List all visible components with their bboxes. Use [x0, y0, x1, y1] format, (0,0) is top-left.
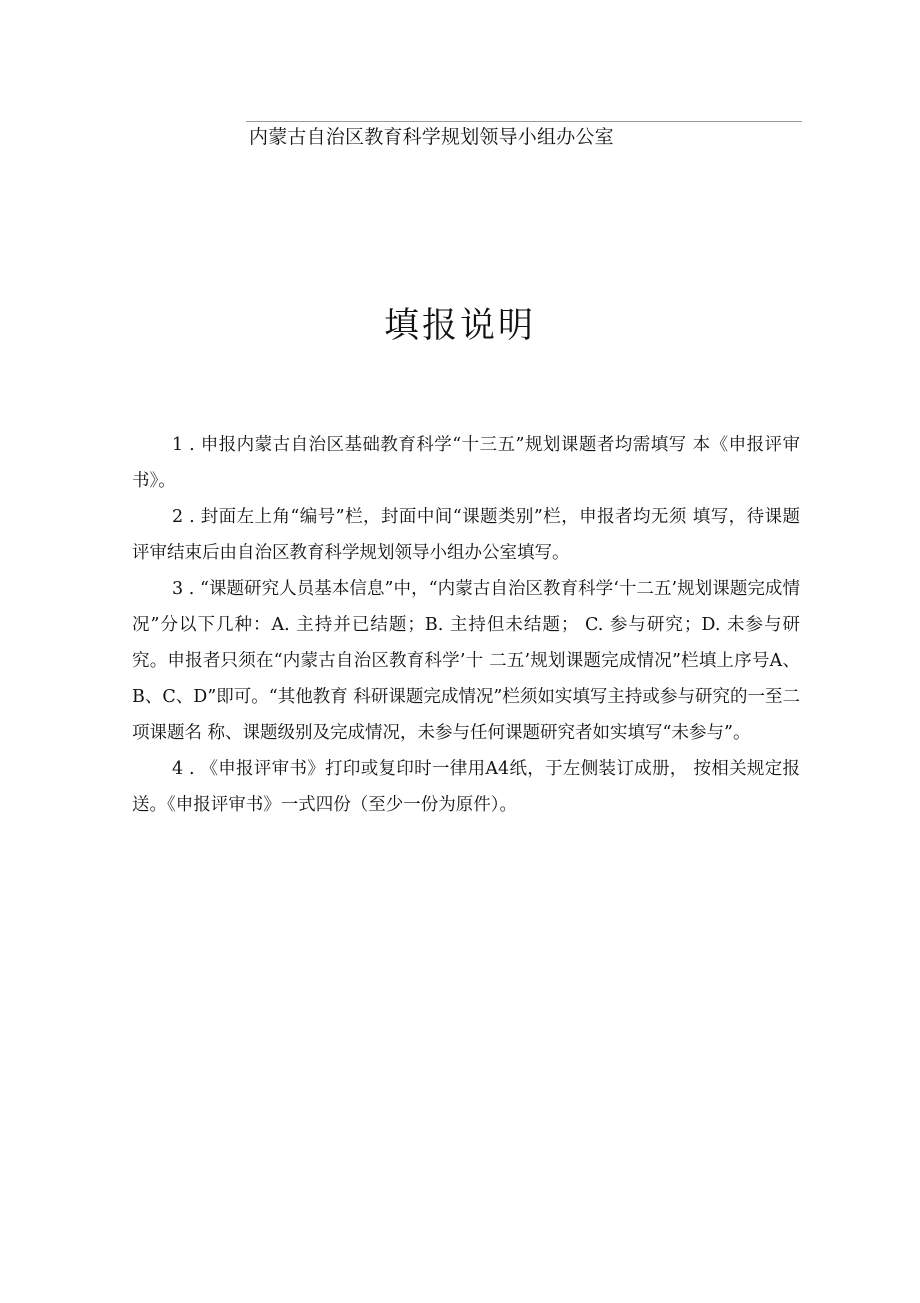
issuing-office: 内蒙古自治区教育科学规划领导小组办公室 [249, 126, 614, 148]
instruction-item-4: 4 . 《申报评审书》打印或复印时一律用A4纸，于左侧装订成册， 按相关规定报送。《申报评审书》一式四份（至少一份为原件）。 [132, 759, 800, 815]
instruction-item-3: 3 . “课题研究人员基本信息”中，“内蒙古自治区教育科学‘十二五’规划课题完成情况”分以下几种：A. 主持并已结题；B. 主持但未结题； C. 参与研究；D. 未参与研究。申报者只须在“内蒙古自治区教育科学’十 二五’规划课题完成情况”栏填上序号A、B、C、D”即可。“其他教育 科研课题完成情况”栏须如实填写主持或参与研究的一至二项课题名 称、课题级别及完成情况，未参与任何课题研究者如实填写“未参与”。 [132, 579, 800, 743]
page-title: 填报说明 [383, 306, 536, 346]
instruction-item-2: 2 . 封面左上角“编号”栏，封面中间“课题类别”栏，申报者均无须 填写，待课题评审结束后由自治区教育科学规划领导小组办公室填写。 [132, 507, 800, 563]
header-rule [246, 121, 802, 122]
instructions-list [132, 427, 800, 823]
instruction-item-1: 1 . 申报内蒙古自治区基础教育科学“十三五”规划课题者均需填写 本《申报评审书》。 [132, 435, 800, 491]
